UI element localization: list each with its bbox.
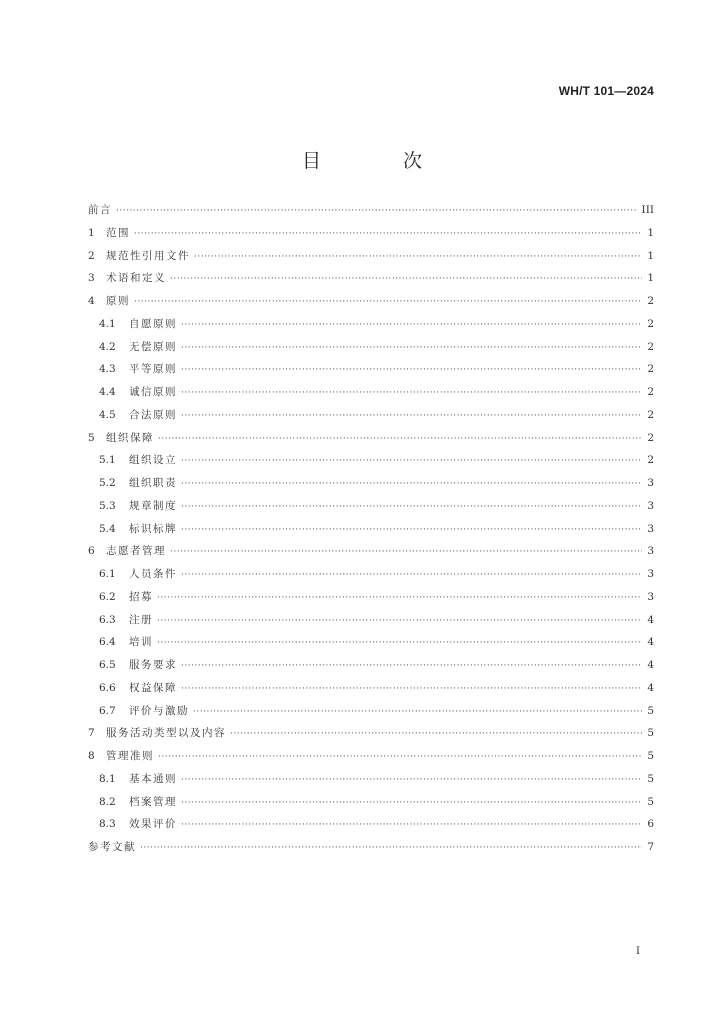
toc-entry-number: 6.4 [99, 636, 116, 649]
toc-entry-number: 6.6 [99, 681, 116, 694]
toc-leader-dots [181, 684, 642, 694]
toc-entry[interactable] [88, 657, 654, 680]
toc-entry-label: 合法原则 [129, 408, 177, 421]
toc-entry-label: 术语和定义 [106, 272, 166, 285]
toc-entry[interactable] [88, 566, 654, 589]
toc-entry[interactable] [88, 521, 654, 544]
toc-entry[interactable] [88, 384, 654, 407]
toc-entry[interactable] [88, 202, 654, 225]
toc-entry-page: 2 [647, 340, 654, 353]
toc-entry-number: 4.1 [99, 317, 116, 330]
toc-entry-page: 3 [647, 545, 654, 558]
toc-entry-number: 8 [88, 750, 95, 762]
toc-entry-label: 原则 [106, 295, 130, 307]
toc-entry-number: 4.5 [99, 408, 116, 421]
toc-entry[interactable] [88, 361, 654, 384]
toc-entry-number: 6.1 [99, 568, 116, 580]
toc-entry[interactable] [88, 543, 654, 566]
toc-entry-page: 7 [647, 841, 654, 853]
toc-entry-number: 6.5 [99, 659, 116, 671]
page-number: I [636, 946, 640, 957]
toc-entry-page: 2 [647, 408, 654, 421]
toc-entry[interactable] [88, 248, 654, 271]
toc-leader-dots [158, 752, 642, 762]
toc-leader-dots [181, 820, 642, 830]
toc-leader-dots [181, 456, 642, 466]
toc-entry-page: III [641, 204, 654, 216]
toc-entry-number: 5.3 [99, 499, 116, 512]
toc-entry-page: 3 [647, 499, 654, 512]
toc-leader-dots [193, 707, 642, 717]
toc-entry-label: 标识标牌 [129, 522, 177, 535]
toc-leader-dots [181, 365, 642, 375]
toc-leader-dots [116, 206, 638, 216]
toc-entry-number: 4.2 [99, 340, 116, 353]
toc-leader-dots [230, 729, 642, 739]
toc-entry-page: 5 [647, 727, 654, 740]
toc-leader-dots [181, 388, 642, 398]
toc-entry-number: 7 [88, 727, 95, 740]
toc-entry[interactable] [88, 816, 654, 839]
toc-entry-number: 8.1 [99, 772, 116, 785]
toc-entry-label: 自愿原则 [129, 317, 177, 330]
toc-entry-label: 评价与激励 [129, 704, 189, 717]
toc-entry-label: 组织保障 [106, 431, 154, 444]
toc-leader-dots [140, 843, 642, 853]
toc-entry-label: 诚信原则 [129, 386, 177, 398]
toc-leader-dots [181, 798, 642, 808]
toc-entry-number: 6.2 [99, 590, 116, 603]
toc-leader-dots [170, 547, 642, 557]
toc-entry-page: 3 [647, 477, 654, 489]
toc-leader-dots [194, 252, 642, 262]
toc-entry[interactable] [88, 748, 654, 771]
toc-entry-page: 2 [647, 386, 654, 398]
toc-entry-number: 5.4 [99, 522, 116, 535]
toc-entry-label: 基本通则 [129, 772, 177, 785]
toc-entry-page: 4 [647, 613, 654, 626]
toc-entry[interactable] [88, 680, 654, 703]
toc-entry-page: 4 [647, 636, 654, 649]
toc-entry-number: 3 [88, 272, 95, 285]
table-of-contents [88, 202, 654, 862]
toc-entry-page: 5 [647, 772, 654, 785]
toc-entry[interactable] [88, 794, 654, 817]
toc-entry-label: 服务要求 [129, 659, 177, 671]
toc-entry-page: 6 [647, 818, 654, 831]
toc-leader-dots [181, 343, 642, 353]
toc-entry-number: 5.2 [99, 477, 116, 489]
toc-entry-label: 范围 [106, 226, 130, 239]
toc-entry-number: 1 [88, 226, 95, 239]
toc-entry-page: 5 [647, 704, 654, 717]
toc-entry-page: 1 [647, 249, 654, 262]
toc-leader-dots [157, 638, 642, 648]
toc-entry[interactable] [88, 839, 654, 862]
standard-code: WH/T 101—2024 [558, 84, 654, 98]
toc-entry-label: 注册 [129, 613, 153, 626]
toc-entry[interactable] [88, 270, 654, 293]
toc-entry-page: 1 [647, 272, 654, 285]
toc-entry-page: 2 [647, 317, 654, 330]
toc-entry-number: 6.3 [99, 613, 116, 626]
toc-entry[interactable] [88, 225, 654, 248]
toc-entry-number: 2 [88, 249, 95, 262]
page-title: 目 次 [301, 150, 461, 172]
toc-entry-label: 服务活动类型以及内容 [106, 727, 226, 740]
toc-entry-label: 参考文献 [88, 841, 136, 853]
toc-entry-label: 人员条件 [129, 568, 177, 580]
toc-entry-label: 效果评价 [129, 818, 177, 831]
toc-entry-label: 管理准则 [106, 750, 154, 762]
toc-entry-page: 2 [647, 431, 654, 444]
toc-entry-label: 志愿者管理 [106, 545, 166, 558]
toc-leader-dots [170, 274, 642, 284]
toc-entry-label: 组织职责 [129, 477, 177, 489]
toc-leader-dots [181, 320, 642, 330]
toc-leader-dots [134, 229, 642, 239]
toc-leader-dots [181, 502, 642, 512]
toc-entry-page: 2 [647, 454, 654, 467]
toc-leader-dots [181, 775, 642, 785]
toc-entry-label: 无偿原则 [129, 340, 177, 353]
toc-entry-number: 4 [88, 295, 95, 307]
toc-entry-page: 4 [647, 681, 654, 694]
toc-entry[interactable] [88, 703, 654, 726]
toc-leader-dots [181, 411, 642, 421]
toc-entry[interactable] [88, 589, 654, 612]
toc-entry-page: 1 [647, 226, 654, 239]
toc-leader-dots [181, 570, 642, 580]
toc-entry[interactable] [88, 430, 654, 453]
toc-entry-label: 平等原则 [129, 363, 177, 376]
toc-entry-page: 2 [647, 295, 654, 307]
toc-entry-label: 规范性引用文件 [106, 249, 190, 262]
toc-entry[interactable] [88, 293, 654, 316]
toc-entry-label: 组织设立 [129, 454, 177, 467]
toc-entry[interactable] [88, 612, 654, 635]
toc-entry-page: 5 [647, 795, 654, 808]
toc-leader-dots [134, 297, 642, 307]
toc-entry-page: 3 [647, 568, 654, 580]
toc-entry-page: 2 [647, 363, 654, 376]
toc-entry-number: 8.2 [99, 795, 116, 808]
toc-leader-dots [181, 479, 642, 489]
toc-entry-label: 前言 [88, 204, 112, 216]
toc-entry-page: 4 [647, 659, 654, 671]
toc-entry-number: 5 [88, 431, 95, 444]
toc-leader-dots [181, 525, 642, 535]
toc-leader-dots [157, 616, 642, 626]
toc-entry[interactable] [88, 407, 654, 430]
toc-entry-label: 权益保障 [129, 681, 177, 694]
toc-entry-number: 4.4 [99, 386, 116, 398]
toc-leader-dots [157, 593, 642, 603]
toc-entry-page: 3 [647, 590, 654, 603]
toc-leader-dots [158, 434, 642, 444]
toc-entry-number: 4.3 [99, 363, 116, 376]
toc-entry-number: 6.7 [99, 704, 116, 717]
toc-entry-page: 3 [647, 522, 654, 535]
toc-entry-page: 5 [647, 750, 654, 762]
toc-entry[interactable] [88, 771, 654, 794]
toc-entry[interactable] [88, 339, 654, 362]
toc-entry-number: 8.3 [99, 818, 116, 831]
toc-entry[interactable] [88, 452, 654, 475]
toc-entry[interactable] [88, 725, 654, 748]
toc-entry[interactable] [88, 634, 654, 657]
toc-entry-label: 招募 [129, 590, 153, 603]
toc-entry[interactable] [88, 498, 654, 521]
toc-entry-number: 5.1 [99, 454, 116, 467]
toc-leader-dots [181, 661, 642, 671]
toc-entry-label: 规章制度 [129, 499, 177, 512]
toc-entry[interactable] [88, 475, 654, 498]
toc-entry[interactable] [88, 316, 654, 339]
toc-entry-number: 6 [88, 545, 95, 558]
toc-entry-label: 培训 [129, 636, 153, 649]
toc-entry-label: 档案管理 [129, 795, 177, 808]
